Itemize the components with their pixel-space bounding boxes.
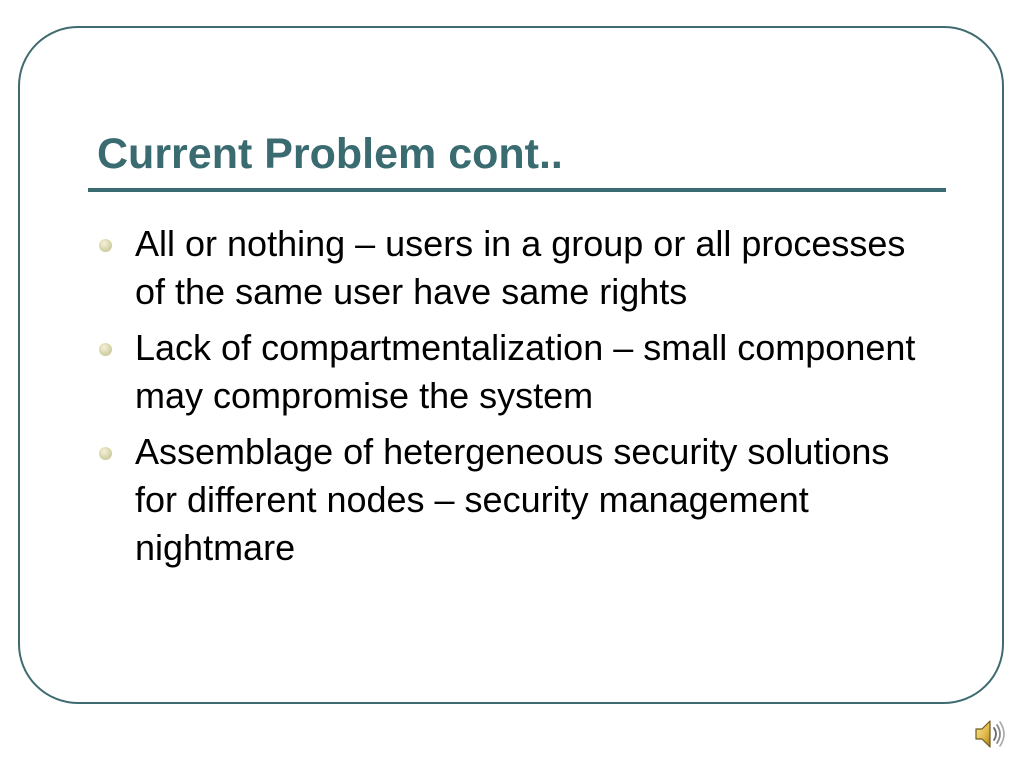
bullet-item	[97, 220, 937, 316]
bullet-item	[97, 428, 937, 572]
bullet-dot-icon	[99, 447, 112, 460]
slide-title: Current Problem cont..	[97, 130, 563, 178]
bullet-list	[97, 220, 937, 580]
bullet-text: All or nothing – users in a group or all processes of the same user have same rights	[135, 223, 906, 312]
bullet-dot-icon	[99, 239, 112, 252]
speaker-icon[interactable]	[972, 716, 1008, 752]
bullet-dot-icon	[99, 343, 112, 356]
bullet-text: Assemblage of hetergeneous security solutions for different nodes – security management nightmare	[135, 431, 890, 568]
bullet-text: Lack of compartmentalization – small component may compromise the system	[135, 327, 916, 416]
bullet-item	[97, 324, 937, 420]
title-divider	[88, 188, 946, 192]
